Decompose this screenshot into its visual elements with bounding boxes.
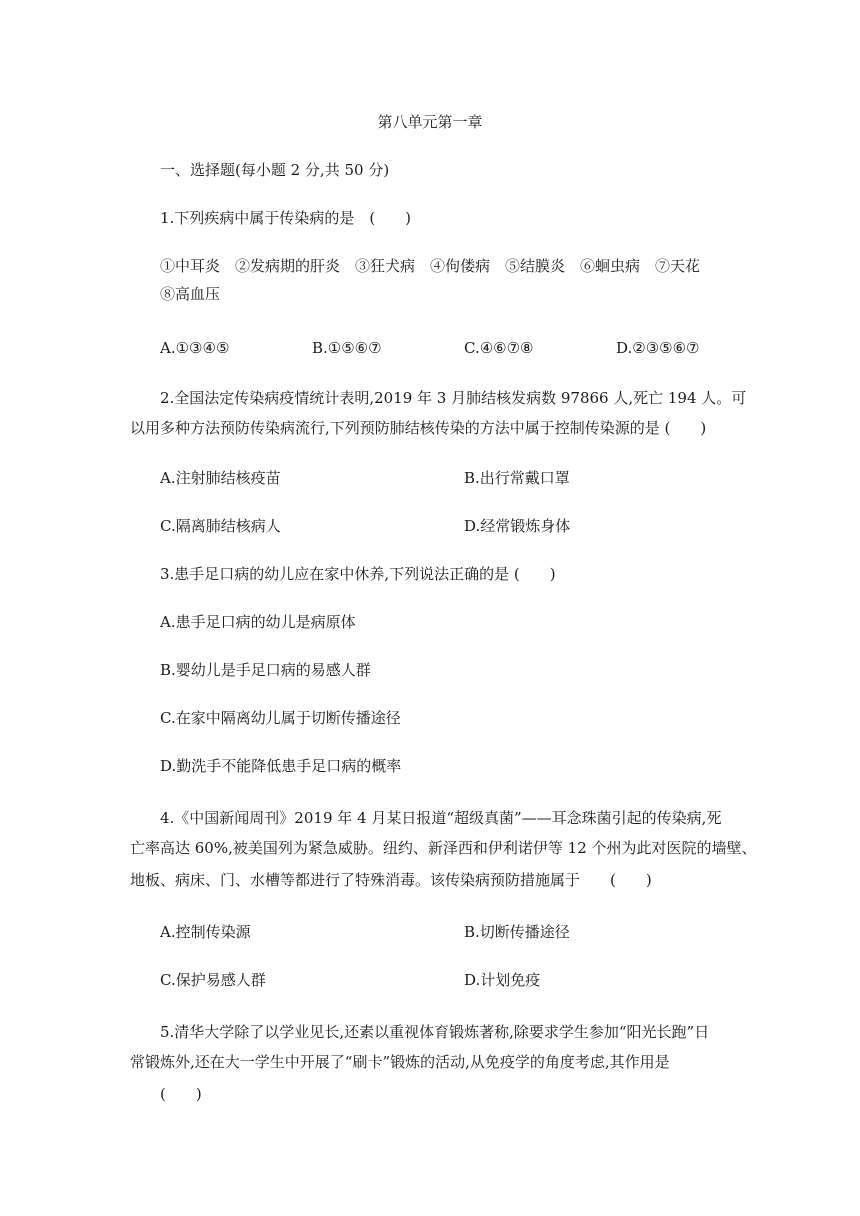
option-a: A.①③④⑤ [160,339,230,357]
question-stem: 2.全国法定传染病疫情统计表明,2019 年 3 月肺结核发病数 97866 人,死亡 194 人。可 [160,389,747,407]
question-stem: 常锻炼外,还在大一学生中开展了“刷卡”锻炼的活动,从免疫学的角度考虑,其作用是 [130,1053,670,1071]
option-d: D.勤洗手不能降低患手足口病的概率 [160,757,402,775]
option-a: A.注射肺结核疫苗 [160,469,281,487]
question-stem: 以用多种方法预防传染病流行,下列预防肺结核传染的方法中属于控制传染源的是 ( ) [130,419,707,437]
option-b: B.婴幼儿是手足口病的易感人群 [160,661,371,679]
question-stem: 4.《中国新闻周刊》2019 年 4 月某日报道“超级真菌”——耳念珠菌引起的传染病,死 [160,809,722,827]
option-a: A.控制传染源 [160,923,251,941]
question-items: ①中耳炎 ②发病期的肝炎 ③狂犬病 ④佝偻病 ⑤结膜炎 ⑥蛔虫病 ⑦天花 [160,257,701,275]
question-stem: 3.患手足口病的幼儿应在家中休养,下列说法正确的是 ( ) [160,565,556,583]
option-b: B.出行常戴口罩 [464,469,570,487]
question-stem: 亡率高达 60%,被美国列为紧急威胁。纽约、新泽西和伊利诺伊等 12 个州为此对医院的墙壁、 [130,839,757,857]
option-c: C.保护易感人群 [160,971,266,989]
option-d: D.计划免疫 [464,971,541,989]
option-d: D.经常锻炼身体 [464,517,571,535]
question-stem: 5.清华大学除了以学业见长,还素以重视体育锻炼著称,除要求学生参加“阳光长跑”日 [160,1023,710,1041]
page-title: 第八单元第一章 [377,113,483,131]
answer-blank: ( ) [160,1085,202,1103]
section-heading: 一、选择题(每小题 2 分,共 50 分) [160,161,390,179]
question-stem: 地板、病床、门、水槽等都进行了特殊消毒。该传染病预防措施属于 ( ) [130,871,652,889]
option-c: C.在家中隔离幼儿属于切断传播途径 [160,709,401,727]
question-stem: 1.下列疾病中属于传染病的是 ( ) [160,209,412,227]
option-c: C.隔离肺结核病人 [160,517,281,535]
option-c: C.④⑥⑦⑧ [464,339,534,357]
option-d: D.②③⑤⑥⑦ [616,339,700,357]
option-b: B.①⑤⑥⑦ [312,339,382,357]
option-a: A.患手足口病的幼儿是病原体 [160,613,356,631]
question-items: ⑧高血压 [160,285,221,303]
option-b: B.切断传播途径 [464,923,570,941]
